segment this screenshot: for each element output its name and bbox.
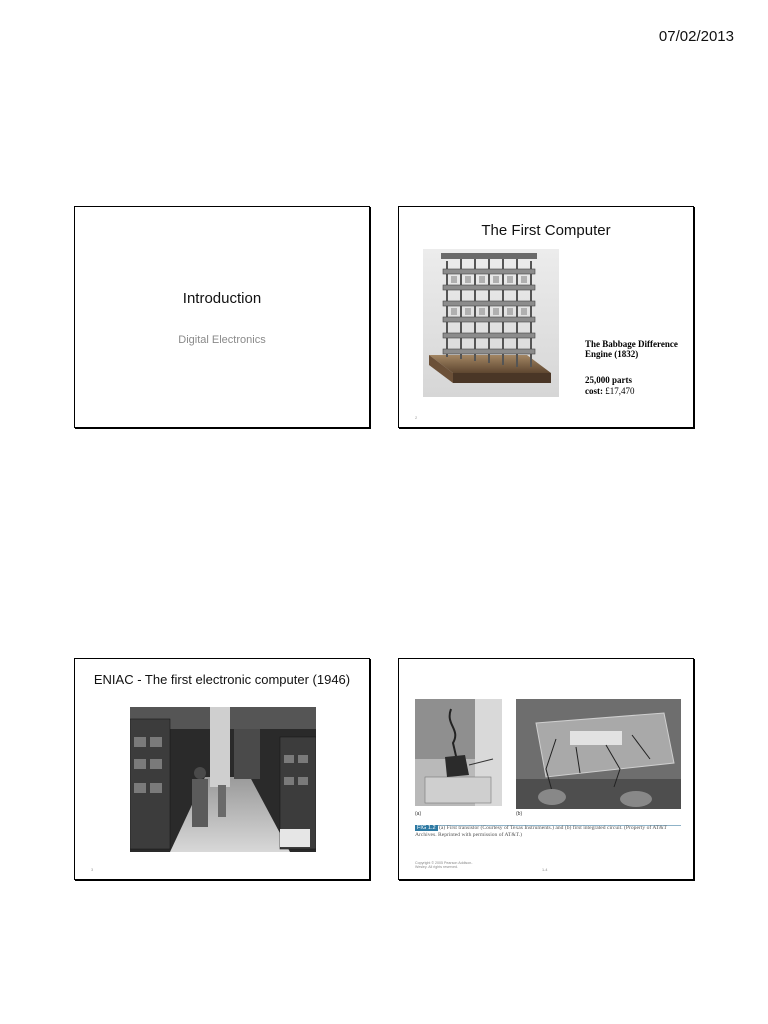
caption-cost-value: £17,470: [605, 386, 635, 396]
figure-tag: FIG 1.2: [417, 825, 436, 831]
slide-introduction: [74, 206, 370, 428]
slide-subtitle: Digital Electronics: [178, 334, 266, 346]
first-integrated-circuit-image: [516, 699, 681, 809]
caption-cost-label: cost:: [585, 386, 603, 396]
slide-title: ENIAC - The first electronic computer (1946): [93, 672, 351, 687]
caption-cost: [585, 386, 635, 396]
slide-number: 2: [415, 415, 418, 420]
slide-eniac: [74, 658, 370, 880]
image-b-label: (b): [516, 811, 523, 817]
difference-engine-image: [423, 249, 559, 397]
first-transistor-image: [415, 699, 502, 806]
caption-parts: 25,000 parts: [585, 375, 632, 385]
image-a-label: (a): [415, 811, 422, 817]
eniac-image: [130, 707, 316, 852]
figure-caption-text: (a) First transistor (Courtesy of Texas Instruments.) and (b) first integrated circuit. (Property of AT&T Archives. Reprinted with permission of AT&T.): [415, 825, 667, 838]
slide-title: Introduction: [182, 290, 262, 307]
page-date: 07/02/2013: [658, 28, 734, 45]
slide-transistor: [398, 658, 694, 880]
figure-caption: [415, 825, 681, 839]
slide-title: The First Computer: [481, 222, 611, 239]
slide-first-computer: [398, 206, 694, 428]
page-reference: 1-4: [542, 868, 548, 872]
caption-name: The Babbage Difference Engine (1832): [585, 339, 678, 359]
slide-number: 3: [91, 867, 94, 872]
copyright-notice: Copyright © 2005 Pearson Addison-Wesley. All rights reserved.: [415, 861, 473, 870]
